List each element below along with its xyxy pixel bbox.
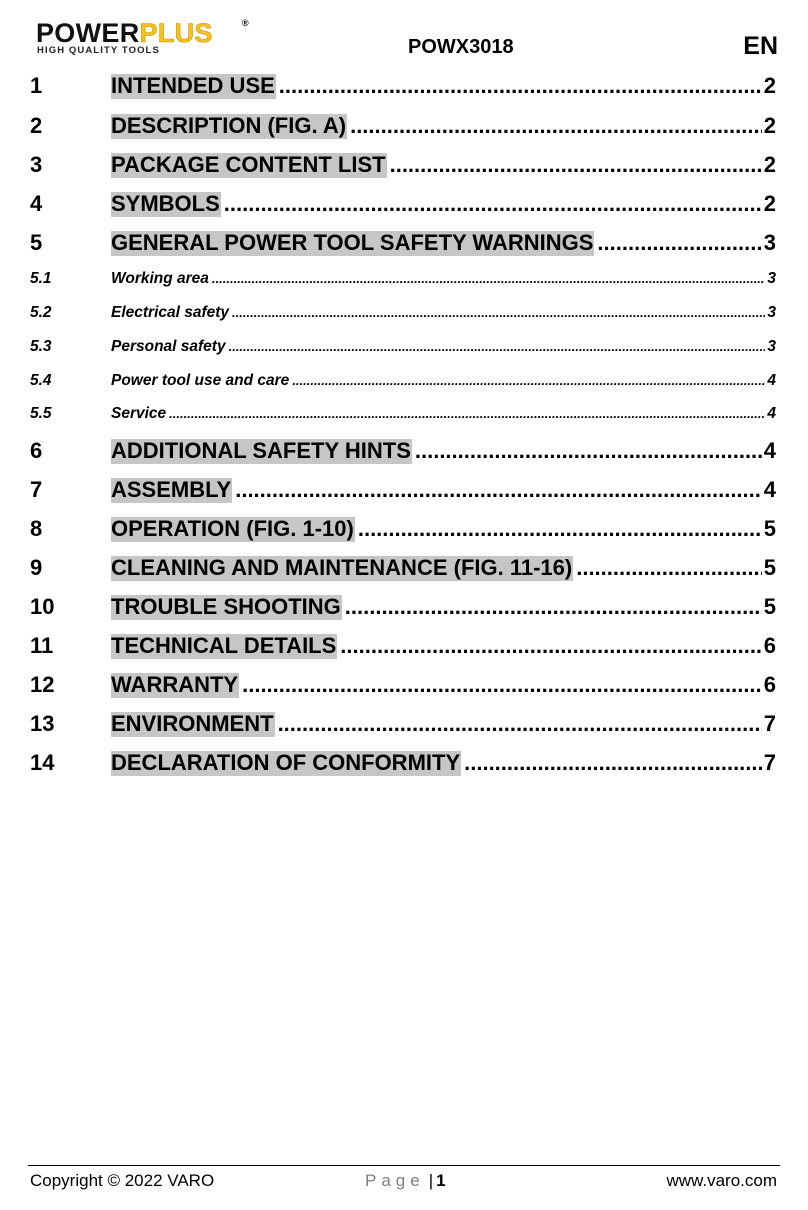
- toc-entry[interactable]: [30, 438, 776, 464]
- toc-leader-dots: [292, 373, 765, 388]
- toc-entry-title: Electrical safety: [111, 304, 230, 321]
- toc-entry-number: 5.1: [30, 270, 52, 287]
- toc-leader-dots: [340, 633, 761, 659]
- toc-leader-dots: [235, 477, 762, 503]
- toc-entry-title: SYMBOLS: [111, 191, 220, 216]
- toc-entry-title: PACKAGE CONTENT LIST: [111, 152, 386, 177]
- toc-entry[interactable]: [30, 230, 776, 256]
- toc-entry-title: ENVIRONMENT: [111, 711, 274, 736]
- toc-entry-number: 5.2: [30, 304, 52, 321]
- toc-leader-dots: [576, 555, 762, 581]
- toc-entry-title: OPERATION (FIG. 1-10): [111, 516, 354, 541]
- toc-subentry[interactable]: [30, 304, 776, 322]
- toc-entry-title: CLEANING AND MAINTENANCE (FIG. 11-16): [111, 555, 573, 580]
- toc-entry-page: 3: [767, 304, 776, 321]
- toc-entry-number: 10: [30, 594, 55, 619]
- toc-entry-title: DESCRIPTION (FIG. A): [111, 113, 347, 138]
- page-number: 1: [436, 1171, 446, 1190]
- toc-entry-title: Power tool use and care: [111, 372, 290, 389]
- toc-entry-page: 3: [767, 270, 776, 287]
- toc-entry-number: 14: [30, 750, 55, 775]
- toc-subentry[interactable]: [30, 372, 776, 390]
- registered-mark: ®: [242, 18, 249, 28]
- toc-subentry[interactable]: [30, 405, 776, 423]
- logo-tagline: HIGH QUALITY TOOLS: [37, 45, 160, 56]
- toc-leader-dots: [242, 672, 762, 698]
- toc-entry-page: 4: [763, 438, 776, 463]
- toc-leader-dots: [212, 271, 765, 286]
- toc-entry[interactable]: [30, 633, 776, 659]
- toc-entry-title: TROUBLE SHOOTING: [111, 594, 341, 619]
- toc-entry-title: ADDITIONAL SAFETY HINTS: [111, 438, 411, 463]
- toc-entry[interactable]: [30, 711, 776, 737]
- toc-entry-title: Service: [111, 405, 167, 422]
- toc-entry-page: 2: [763, 191, 776, 216]
- toc-entry-title: Personal safety: [111, 338, 226, 355]
- toc-entry-title: ASSEMBLY: [111, 477, 232, 502]
- toc-subentry[interactable]: [30, 270, 776, 288]
- toc-entry-number: 12: [30, 672, 55, 697]
- toc-entry-title: DECLARATION OF CONFORMITY: [111, 750, 461, 775]
- toc-entry-number: 11: [30, 633, 54, 658]
- toc-entry-title: Working area: [111, 270, 209, 287]
- toc-leader-dots: [358, 516, 762, 542]
- toc-entry-page: 3: [763, 230, 776, 255]
- toc-entry-page: 7: [763, 711, 776, 736]
- toc-entry-page: 4: [763, 477, 776, 502]
- toc-entry-number: 5.4: [30, 372, 52, 389]
- toc-leader-dots: [345, 594, 762, 620]
- model-number: POWX3018: [408, 36, 514, 58]
- toc-entry-number: 8: [30, 516, 43, 541]
- toc-entry-number: 6: [30, 438, 43, 463]
- page-label: Page: [365, 1171, 425, 1190]
- toc-entry-page: 6: [763, 672, 776, 697]
- toc-entry-number: 13: [30, 711, 55, 736]
- toc-entry-number: 5.3: [30, 338, 52, 355]
- toc-entry-page: 5: [763, 594, 776, 619]
- toc-entry[interactable]: [30, 113, 776, 139]
- toc-entry-number: 3: [30, 152, 43, 177]
- toc-leader-dots: [169, 406, 765, 421]
- toc-entry[interactable]: [30, 477, 776, 503]
- toc-leader-dots: [390, 152, 762, 178]
- toc-entry-title: INTENDED USE: [111, 73, 275, 98]
- toc-leader-dots: [415, 438, 762, 464]
- toc-entry-number: 7: [30, 477, 43, 502]
- toc-entry-number: 5.5: [30, 405, 52, 422]
- toc-entry-title: TECHNICAL DETAILS: [111, 633, 337, 658]
- toc-entry[interactable]: [30, 516, 776, 542]
- toc-leader-dots: [350, 113, 762, 139]
- toc-entry[interactable]: [30, 672, 776, 698]
- toc-leader-dots: [278, 711, 762, 737]
- toc-entry-number: 1: [30, 73, 43, 98]
- copyright-text: Copyright © 2022 VARO: [30, 1171, 215, 1190]
- toc-entry-title: GENERAL POWER TOOL SAFETY WARNINGS: [111, 230, 594, 255]
- toc-entry[interactable]: [30, 191, 776, 217]
- toc-entry-page: 2: [763, 73, 776, 98]
- toc-entry-page: 5: [763, 555, 776, 580]
- toc-entry[interactable]: [30, 594, 776, 620]
- toc-entry-number: 2: [30, 113, 43, 138]
- toc-entry-page: 6: [763, 633, 776, 658]
- toc-leader-dots: [597, 230, 761, 256]
- toc-entry[interactable]: [30, 152, 776, 178]
- toc-entry-number: 5: [30, 230, 43, 255]
- toc-entry-page: 5: [763, 516, 776, 541]
- toc-entry-page: 4: [767, 405, 776, 422]
- toc-entry-page: 2: [763, 152, 776, 177]
- toc-entry-title: WARRANTY: [111, 672, 239, 697]
- toc-leader-dots: [232, 305, 765, 320]
- toc-entry-page: 7: [763, 750, 776, 775]
- toc-entry-page: 4: [767, 372, 776, 389]
- toc-entry-number: 4: [30, 191, 43, 216]
- toc-entry-page: 2: [763, 113, 776, 138]
- toc-leader-dots: [464, 750, 762, 776]
- website-link[interactable]: www.varo.com: [666, 1171, 777, 1190]
- language-code: EN: [743, 32, 778, 60]
- logo-word-plus: PLUS: [139, 18, 213, 48]
- logo-word-power: POWER: [36, 18, 140, 48]
- toc-leader-dots: [224, 191, 762, 217]
- page-indicator: [365, 1171, 446, 1191]
- toc-entry[interactable]: [30, 750, 776, 776]
- toc-entry-page: 3: [767, 338, 776, 355]
- toc-leader-dots: [279, 73, 762, 99]
- page-separator: |: [428, 1171, 434, 1190]
- toc-leader-dots: [229, 339, 766, 354]
- toc-entry-number: 9: [30, 555, 43, 580]
- toc-entry[interactable]: [30, 555, 776, 581]
- toc-subentry[interactable]: [30, 338, 776, 356]
- toc-entry[interactable]: [30, 73, 776, 99]
- footer-divider: [28, 1165, 780, 1166]
